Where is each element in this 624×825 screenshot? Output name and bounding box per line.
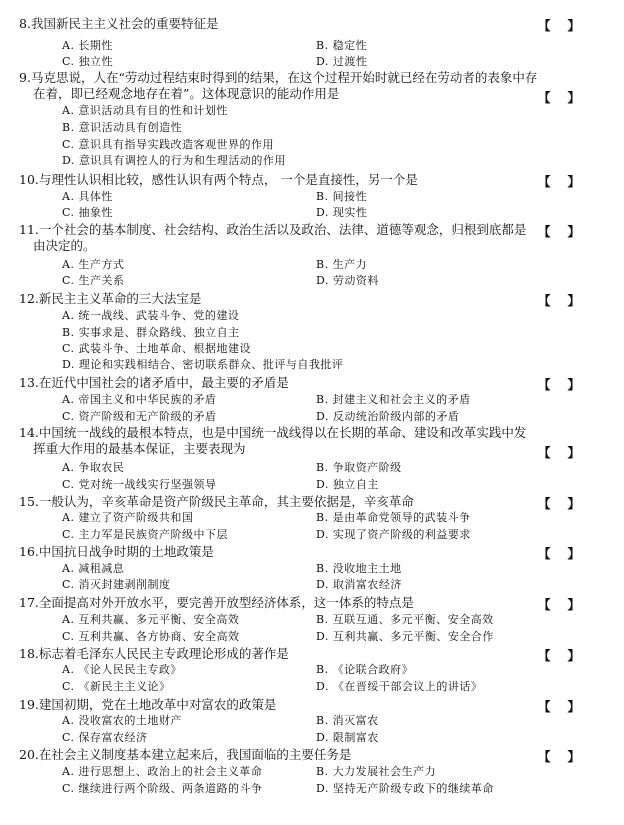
question-text: 一般认为，辛亥革命是资产阶级民主革命，其主要依据是，辛亥革命 — [38, 494, 414, 509]
bracket-open: 【 — [538, 377, 551, 392]
option-d[interactable]: D. 劳动资料 — [316, 274, 379, 287]
option-c[interactable]: C. 生产关系 — [62, 274, 125, 287]
bracket-close: 】 — [567, 445, 580, 460]
option-a[interactable]: A. 长期性 — [62, 39, 113, 52]
bracket-close: 】 — [567, 546, 580, 561]
option-c[interactable]: C. 《新民主主义论》 — [62, 680, 171, 693]
bracket-close: 】 — [567, 597, 580, 612]
option-c[interactable]: C. 抽象性 — [62, 206, 114, 219]
option-d[interactable]: D. 反动统治阶级内部的矛盾 — [316, 410, 460, 423]
question-19-stem — [19, 697, 276, 713]
option-d[interactable]: D. 独立自主 — [316, 478, 379, 491]
option-c[interactable]: C. 互利共赢、各方协商、安全高效 — [62, 630, 240, 643]
question-text: 中国抗日战争时期的土地政策是 — [38, 544, 214, 559]
question-number: 8. — [19, 16, 31, 31]
option-a[interactable]: A. 生产方式 — [62, 258, 125, 271]
question-text: 全面提高对外开放水平，要完善开放型经济体系，这一体系的特点是 — [38, 595, 414, 610]
question-number: 17. — [19, 595, 39, 610]
bracket-close: 】 — [567, 699, 580, 714]
question-number: 18. — [19, 646, 39, 661]
question-14-stem — [19, 425, 538, 457]
option-a[interactable]: A. 具体性 — [62, 190, 113, 203]
option-c[interactable]: C. 武装斗争、土地革命、根据地建设 — [62, 342, 252, 355]
question-8-stem — [19, 16, 218, 32]
question-number: 10. — [19, 172, 39, 187]
bracket-open: 【 — [538, 90, 551, 105]
answer-bracket[interactable] — [538, 443, 580, 461]
option-d[interactable]: D. 现实性 — [316, 206, 368, 219]
question-18-stem — [19, 646, 289, 662]
option-d[interactable]: D. 坚持无产阶级专政下的继续革命 — [316, 782, 494, 795]
bracket-open: 【 — [538, 18, 551, 33]
option-a[interactable]: A. 争取农民 — [62, 461, 125, 474]
question-text: 与理性认识相比较，感性认识有两个特点， 一个是直接性，另一个是 — [38, 172, 418, 187]
bracket-open: 【 — [538, 224, 551, 239]
bracket-open: 【 — [538, 496, 551, 511]
bracket-open: 【 — [538, 293, 551, 308]
bracket-close: 】 — [567, 90, 580, 105]
question-13-stem — [19, 375, 289, 391]
option-d[interactable]: D. 互利共赢、多元平衡、安全合作 — [316, 630, 494, 643]
bracket-close: 】 — [567, 18, 580, 33]
bracket-open: 【 — [538, 749, 551, 764]
option-d[interactable]: D. 理论和实践相结合、密切联系群众、批评与自我批评 — [62, 358, 344, 371]
option-a[interactable]: A. 建立了资产阶级共和国 — [62, 511, 194, 524]
answer-bracket[interactable] — [538, 222, 580, 240]
option-b[interactable]: B. 是由革命党领导的武装斗争 — [316, 511, 471, 524]
option-b[interactable]: B. 实事求是、群众路线、独立自主 — [62, 326, 240, 339]
question-text: 一个社会的基本制度、社会结构、政治生活以及政治、法律、道德等观念，归根到底都是由决定的。 — [33, 222, 527, 253]
bracket-close: 】 — [567, 224, 580, 239]
question-text: 新民主主义革命的三大法宝是 — [38, 291, 202, 306]
option-d[interactable]: D. 《在晋绥干部会议上的讲话》 — [316, 680, 483, 693]
bracket-open: 【 — [538, 699, 551, 714]
question-text: 我国新民主主义社会的重要特征是 — [30, 16, 219, 31]
question-15-stem — [19, 494, 414, 510]
bracket-open: 【 — [538, 597, 551, 612]
option-c[interactable]: C. 主力军是民族资产阶级中下层 — [62, 528, 229, 541]
option-b[interactable]: B. 没收地主土地 — [316, 562, 402, 575]
option-c[interactable]: C. 消灭封建剥削制度 — [62, 578, 171, 591]
option-c[interactable]: C. 党对统一战线实行坚强领导 — [62, 478, 217, 491]
option-a[interactable]: A. 统一战线、武装斗争、党的建设 — [62, 309, 240, 322]
question-text: 在近代中国社会的诸矛盾中，最主要的矛盾是 — [38, 375, 289, 390]
answer-bracket[interactable] — [538, 595, 580, 613]
option-a[interactable]: A. 帝国主义和中华民族的矛盾 — [62, 393, 217, 406]
question-number: 11. — [19, 222, 39, 237]
option-b[interactable]: B. 消灭富农 — [316, 714, 379, 727]
option-c[interactable]: C. 继续进行两个阶级、两条道路的斗争 — [62, 782, 263, 795]
bracket-open: 【 — [538, 648, 551, 663]
option-c[interactable]: C. 独立性 — [62, 55, 114, 68]
bracket-close: 】 — [567, 496, 580, 511]
option-b[interactable]: B. 封建主义和社会主义的矛盾 — [316, 393, 471, 406]
answer-bracket[interactable] — [538, 697, 580, 715]
answer-bracket[interactable] — [538, 16, 580, 34]
question-9-stem — [19, 70, 538, 102]
option-c[interactable]: C. 保存富农经济 — [62, 731, 148, 744]
question-number: 15. — [19, 494, 39, 509]
question-text: 建国初期，党在土地改革中对富农的政策是 — [38, 697, 277, 712]
option-d[interactable]: D. 意识具有调控人的行为和生理活动的作用 — [62, 154, 286, 167]
question-text: 中国统一战线的最根本特点，也是中国统一战线得以在长期的革命、建设和改革实践中发挥重大作用的最基本保证，主要表现为 — [33, 425, 527, 456]
answer-bracket[interactable] — [538, 494, 580, 512]
option-d[interactable]: D. 过渡性 — [316, 55, 368, 68]
bracket-close: 】 — [567, 749, 580, 764]
answer-bracket[interactable] — [538, 646, 580, 664]
bracket-open: 【 — [538, 445, 551, 460]
question-11-stem — [19, 222, 538, 254]
option-a[interactable]: A. 进行思想上、政治上的社会主义革命 — [62, 765, 263, 778]
option-a[interactable]: A. 没收富农的土地财产 — [62, 714, 182, 727]
option-a[interactable]: A. 意识活动具有目的性和计划性 — [62, 104, 228, 117]
bracket-close: 】 — [567, 174, 580, 189]
question-text: 马克思说，人在“劳动过程结束时得到的结果，在这个过程开始时就已经在劳动者的表象中存在着，即已经观念地存在着”。这体现意识的能动作用是 — [30, 70, 538, 101]
question-number: 14. — [19, 425, 39, 440]
answer-bracket[interactable] — [538, 747, 580, 765]
answer-bracket[interactable] — [538, 544, 580, 562]
option-b[interactable]: B. 稳定性 — [316, 39, 368, 52]
option-b[interactable]: B. 大力发展社会生产力 — [316, 765, 437, 778]
question-16-stem — [19, 544, 214, 560]
question-17-stem — [19, 595, 414, 611]
option-d[interactable]: D. 限制富农 — [316, 731, 379, 744]
option-b[interactable]: B. 争取资产阶级 — [316, 461, 402, 474]
bracket-close: 】 — [567, 648, 580, 663]
answer-bracket[interactable] — [538, 172, 580, 190]
option-c[interactable]: C. 意识具有指导实践改造客观世界的作用 — [62, 138, 275, 151]
question-number: 20. — [19, 747, 39, 762]
option-a[interactable]: A. 减租减息 — [62, 562, 125, 575]
question-number: 19. — [19, 697, 39, 712]
option-c[interactable]: C. 资产阶级和无产阶级的矛盾 — [62, 410, 217, 423]
question-10-stem — [19, 172, 418, 188]
bracket-close: 】 — [567, 293, 580, 308]
question-text: 在社会主义制度基本建立起来后，我国面临的主要任务是 — [38, 747, 352, 762]
option-b[interactable]: B. 互联互通、多元平衡、安全高效 — [316, 613, 494, 626]
answer-bracket[interactable] — [538, 88, 580, 106]
question-number: 9. — [19, 70, 31, 85]
option-d[interactable]: D. 实现了资产阶级的利益要求 — [316, 528, 471, 541]
answer-bracket[interactable] — [538, 375, 580, 393]
bracket-open: 【 — [538, 174, 551, 189]
option-d[interactable]: D. 取消富农经济 — [316, 578, 402, 591]
option-b[interactable]: B. 意识活动具有创造性 — [62, 121, 183, 134]
option-a[interactable]: A. 《论人民民主专政》 — [62, 663, 182, 676]
question-number: 12. — [19, 291, 39, 306]
question-text: 标志着毛泽东人民民主专政理论形成的著作是 — [38, 646, 289, 661]
question-12-stem — [19, 291, 201, 307]
option-b[interactable]: B. 《论联合政府》 — [316, 663, 414, 676]
question-20-stem — [19, 747, 351, 763]
question-number: 13. — [19, 375, 39, 390]
option-b[interactable]: B. 生产力 — [316, 258, 368, 271]
answer-bracket[interactable] — [538, 291, 580, 309]
option-a[interactable]: A. 互利共赢、多元平衡、安全高效 — [62, 613, 240, 626]
bracket-close: 】 — [567, 377, 580, 392]
question-number: 16. — [19, 544, 39, 559]
option-b[interactable]: B. 间接性 — [316, 190, 368, 203]
bracket-open: 【 — [538, 546, 551, 561]
